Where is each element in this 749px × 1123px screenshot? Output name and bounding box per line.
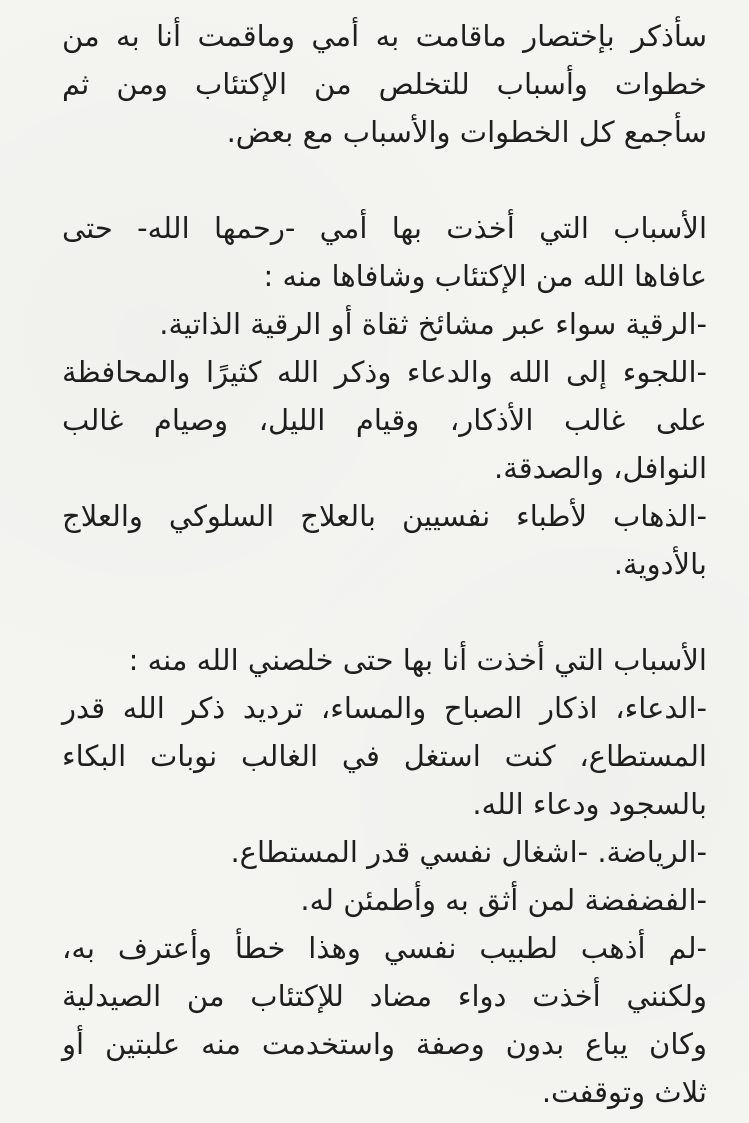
paragraph-author-steps (62, 636, 707, 1116)
text-line: ثلاث وتوقفت. (541, 1075, 707, 1109)
text-line: -الدعاء، اذكار الصباح والمساء، ترديد ذكر الله قدر (62, 691, 707, 725)
text-line: خطوات وأسباب للتخلص من الإكتئاب ومن ثم (62, 67, 707, 101)
paragraph-gap (62, 156, 707, 204)
text-line: النوافل، والصدقة. (494, 451, 707, 485)
text-line: الأسباب التي أخذت بها أمي -رحمها الله- حتى (62, 211, 707, 245)
text-line: -اللجوء إلى الله والدعاء وذكر الله كثيرًا والمحافظة (62, 355, 707, 389)
text-line: وكان يباع بدون وصفة واستخدمت منه علبتين أو (62, 1027, 707, 1061)
text-line: -لم أذهب لطبيب نفسي وهذا خطأ وأعترف به، (62, 931, 707, 965)
text-line: على غالب الأذكار، وقيام الليل، وصيام غالب (62, 403, 707, 437)
text-line: -الفضفضة لمن أثق به وأطمئن له. (300, 883, 707, 917)
text-line: بالأدوية. (613, 547, 707, 581)
text-line: -الرقية سواء عبر مشائخ ثقاة أو الرقية الذاتية. (159, 307, 707, 341)
text-line: بالسجود ودعاء الله. (472, 787, 707, 821)
text-line: ولكنني أخذت دواء مضاد للإكتئاب من الصيدلية (62, 979, 707, 1013)
text-line: الأسباب التي أخذت أنا بها حتى خلصني الله منه : (128, 643, 707, 677)
text-line: -الرياضة. -اشغال نفسي قدر المستطاع. (230, 835, 707, 869)
paragraph-mother-steps (62, 204, 707, 588)
paragraph-gap (62, 588, 707, 636)
text-line: عافاها الله من الإكتئاب وشافاها منه : (263, 259, 707, 293)
text-line: سأجمع كل الخطوات والأسباب مع بعض. (226, 115, 707, 149)
text-line: -الذهاب لأطباء نفسيين بالعلاج السلوكي والعلاج (62, 499, 707, 533)
text-line: المستطاع، كنت استغل في الغالب نوبات البكاء (62, 739, 707, 773)
paragraph-intro (62, 12, 707, 156)
text-line: سأذكر بإختصار ماقامت به أمي وماقمت أنا به من (62, 19, 707, 53)
